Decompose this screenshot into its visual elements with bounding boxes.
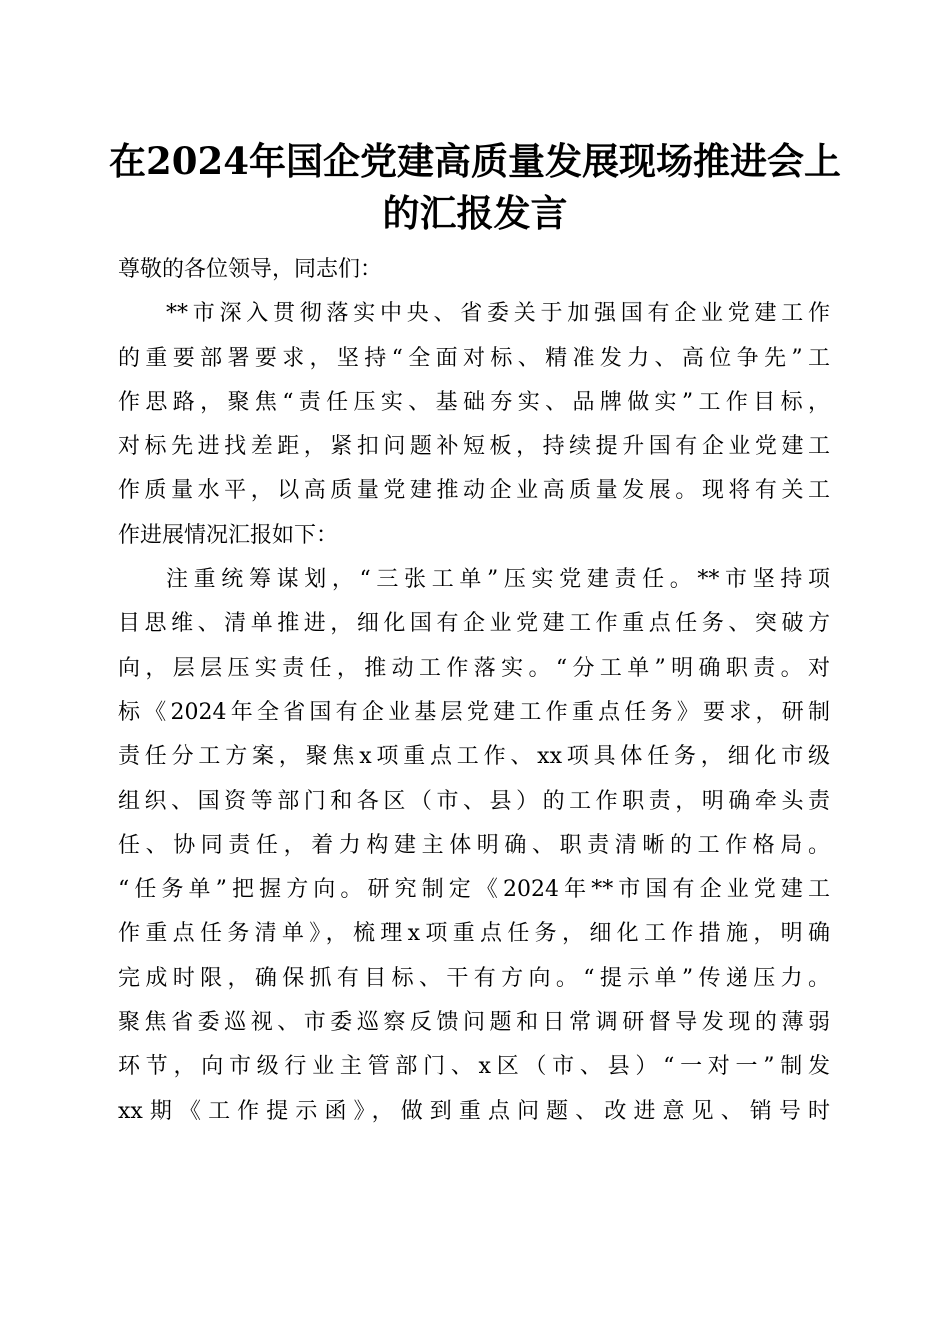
body-line: 任、协同责任，着力构建主体明确、职责清晰的工作格局。 bbox=[118, 832, 830, 858]
body-line: 聚焦省委巡视、市委巡察反馈问题和日常调研督导发现的薄弱 bbox=[118, 1010, 830, 1036]
body-line: “任务单”把握方向。研究制定《2024年**市国有企业党建工 bbox=[118, 877, 830, 903]
body-line: 的重要部署要求，坚持“全面对标、精准发力、高位争先”工 bbox=[118, 345, 830, 371]
salutation: 尊敬的各位领导，同志们： bbox=[118, 257, 383, 282]
body-line: 作思路，聚焦“责任压实、基础夯实、品牌做实”工作目标， bbox=[118, 389, 830, 415]
body-line: 责任分工方案，聚焦x项重点工作、xx项具体任务，细化市级 bbox=[118, 744, 830, 770]
document-body bbox=[118, 248, 830, 1134]
body-line: 向，层层压实责任，推动工作落实。“分工单”明确职责。对 bbox=[118, 655, 830, 681]
body-line: 作重点任务清单》，梳理x项重点任务，细化工作措施，明确 bbox=[118, 921, 830, 947]
title-line-1: 在2024年国企党建高质量发展现场推进会上 bbox=[109, 139, 841, 183]
body-line: xx期《工作提示函》，做到重点问题、改进意见、销号时 bbox=[118, 1098, 830, 1124]
body-line: 对标先进找差距，紧扣问题补短板，持续提升国有企业党建工 bbox=[118, 434, 830, 460]
body-line: 组织、国资等部门和各区（市、县）的工作职责，明确牵头责 bbox=[118, 788, 830, 814]
body-line: 环节，向市级行业主管部门、x区（市、县）“一对一”制发 bbox=[118, 1054, 830, 1080]
body-line: 标《2024年全省国有企业基层党建工作重点任务》要求，研制 bbox=[118, 699, 830, 725]
title-line-2: 的汇报发言 bbox=[382, 191, 568, 235]
body-line: 目思维、清单推进，细化国有企业党建工作重点任务、突破方 bbox=[118, 611, 830, 637]
body-line: 作质量水平，以高质量党建推动企业高质量发展。现将有关工 bbox=[118, 478, 830, 504]
document-title bbox=[100, 135, 850, 239]
body-line: **市深入贯彻落实中央、省委关于加强国有企业党建工作 bbox=[166, 301, 830, 327]
body-line: 完成时限，确保抓有目标、干有方向。“提示单”传递压力。 bbox=[118, 965, 830, 991]
body-line: 注重统筹谋划，“三张工单”压实党建责任。**市坚持项 bbox=[166, 567, 830, 593]
body-line: 作进展情况汇报如下： bbox=[118, 522, 339, 548]
